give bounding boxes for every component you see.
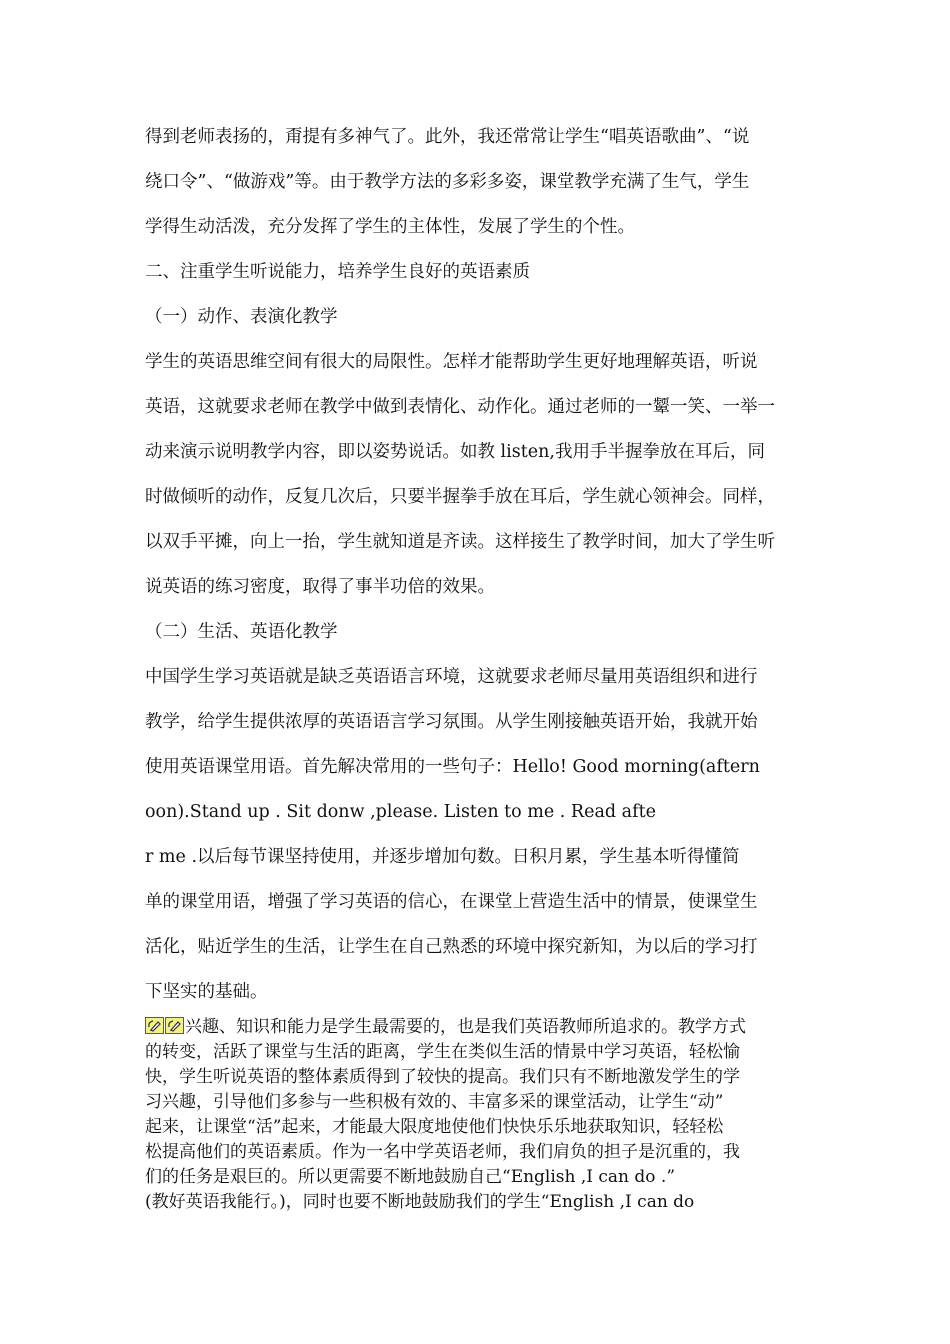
section-heading: 二、注重学生听说能力，培养学生良好的英语素质 bbox=[145, 262, 530, 282]
paragraph-line: 下坚实的基础。 bbox=[145, 982, 268, 1002]
paragraph-line: 学得生动活泼，充分发挥了学生的主体性，发展了学生的个性。 bbox=[145, 217, 635, 237]
paragraph-line: 学生的英语思维空间有很大的局限性。怎样才能帮助学生更好地理解英语，听说 bbox=[145, 352, 758, 372]
paragraph-line: oon).Stand up . Sit donw ,please. Listen to me . Read afte bbox=[145, 802, 656, 822]
paragraph-line: 绕口令”、“做游戏”等。由于教学方法的多彩多姿，课堂教学充满了生气，学生 bbox=[145, 172, 750, 192]
paragraph-line: 使用英语课堂用语。首先解决常用的一些句子：Hello! Good morning(aftern bbox=[145, 757, 760, 777]
subsection-heading: （一）动作、表演化教学 bbox=[145, 307, 338, 327]
paragraph-line: (教好英语我能行。)，同时也要不断地鼓励我们的学生“English ,I can do bbox=[145, 1192, 695, 1212]
paragraph-line: 松提高他们的英语素质。作为一名中学英语老师，我们肩负的担子是沉重的，我 bbox=[145, 1142, 740, 1162]
paragraph-line: 时做倾听的动作，反复几次后，只要半握拳手放在耳后，学生就心领神会。同样， bbox=[145, 487, 775, 507]
paragraph-line: 习兴趣，引导他们多参与一些积极有效的、丰富多采的课堂活动，让学生“动” bbox=[145, 1092, 724, 1112]
paragraph-line: 活化，贴近学生的生活，让学生在自己熟悉的环境中探究新知，为以后的学习打 bbox=[145, 937, 758, 957]
paragraph-line: 以双手平摊，向上一抬，学生就知道是齐读。这样接生了教学时间，加大了学生听 bbox=[145, 532, 775, 552]
paragraph-line: 英语，这就要求老师在教学中做到表情化、动作化。通过老师的一颦一笑、一举一 bbox=[145, 397, 775, 417]
paragraph-line: 得到老师表扬的，甭提有多神气了。此外，我还常常让学生“唱英语歌曲”、“说 bbox=[145, 127, 750, 147]
subsection-heading: （二）生活、英语化教学 bbox=[145, 622, 338, 642]
pencil-icon bbox=[165, 1017, 184, 1034]
paragraph-line: 起来，让课堂“活”起来，才能最大限度地使他们快快乐乐地获取知识，轻轻松 bbox=[145, 1117, 724, 1137]
paragraph-line: 快，学生听说英语的整体素质得到了较快的提高。我们只有不断地激发学生的学 bbox=[145, 1067, 740, 1087]
paragraph-line: 中国学生学习英语就是缺乏英语语言环境，这就要求老师尽量用英语组织和进行 bbox=[145, 667, 758, 687]
paragraph-line: 说英语的练习密度，取得了事半功倍的效果。 bbox=[145, 577, 495, 597]
paragraph-line: 的转变，活跃了课堂与生活的距离，学生在类似生活的情景中学习英语，轻松愉 bbox=[145, 1042, 740, 1062]
paragraph-line: 们的任务是艰巨的。所以更需要不断地鼓励自己“English ,I can do .” bbox=[145, 1167, 676, 1187]
paragraph-line: 教学，给学生提供浓厚的英语语言学习氛围。从学生刚接触英语开始，我就开始 bbox=[145, 712, 758, 732]
paragraph-line bbox=[145, 1016, 810, 1038]
closing-first-line: 兴趣、知识和能力是学生最需要的，也是我们英语教师所追求的。教学方式 bbox=[185, 1017, 746, 1037]
pencil-icon bbox=[145, 1017, 164, 1034]
paragraph-line: 单的课堂用语，增强了学习英语的信心，在课堂上营造生活中的情景，使课堂生 bbox=[145, 892, 758, 912]
paragraph-line: r me .以后每节课坚持使用，并逐步增加句数。日积月累，学生基本听得懂简 bbox=[145, 847, 740, 867]
paragraph-line: 动来演示说明教学内容，即以姿势说话。如教 listen,我用手半握拳放在耳后，同 bbox=[145, 442, 765, 462]
